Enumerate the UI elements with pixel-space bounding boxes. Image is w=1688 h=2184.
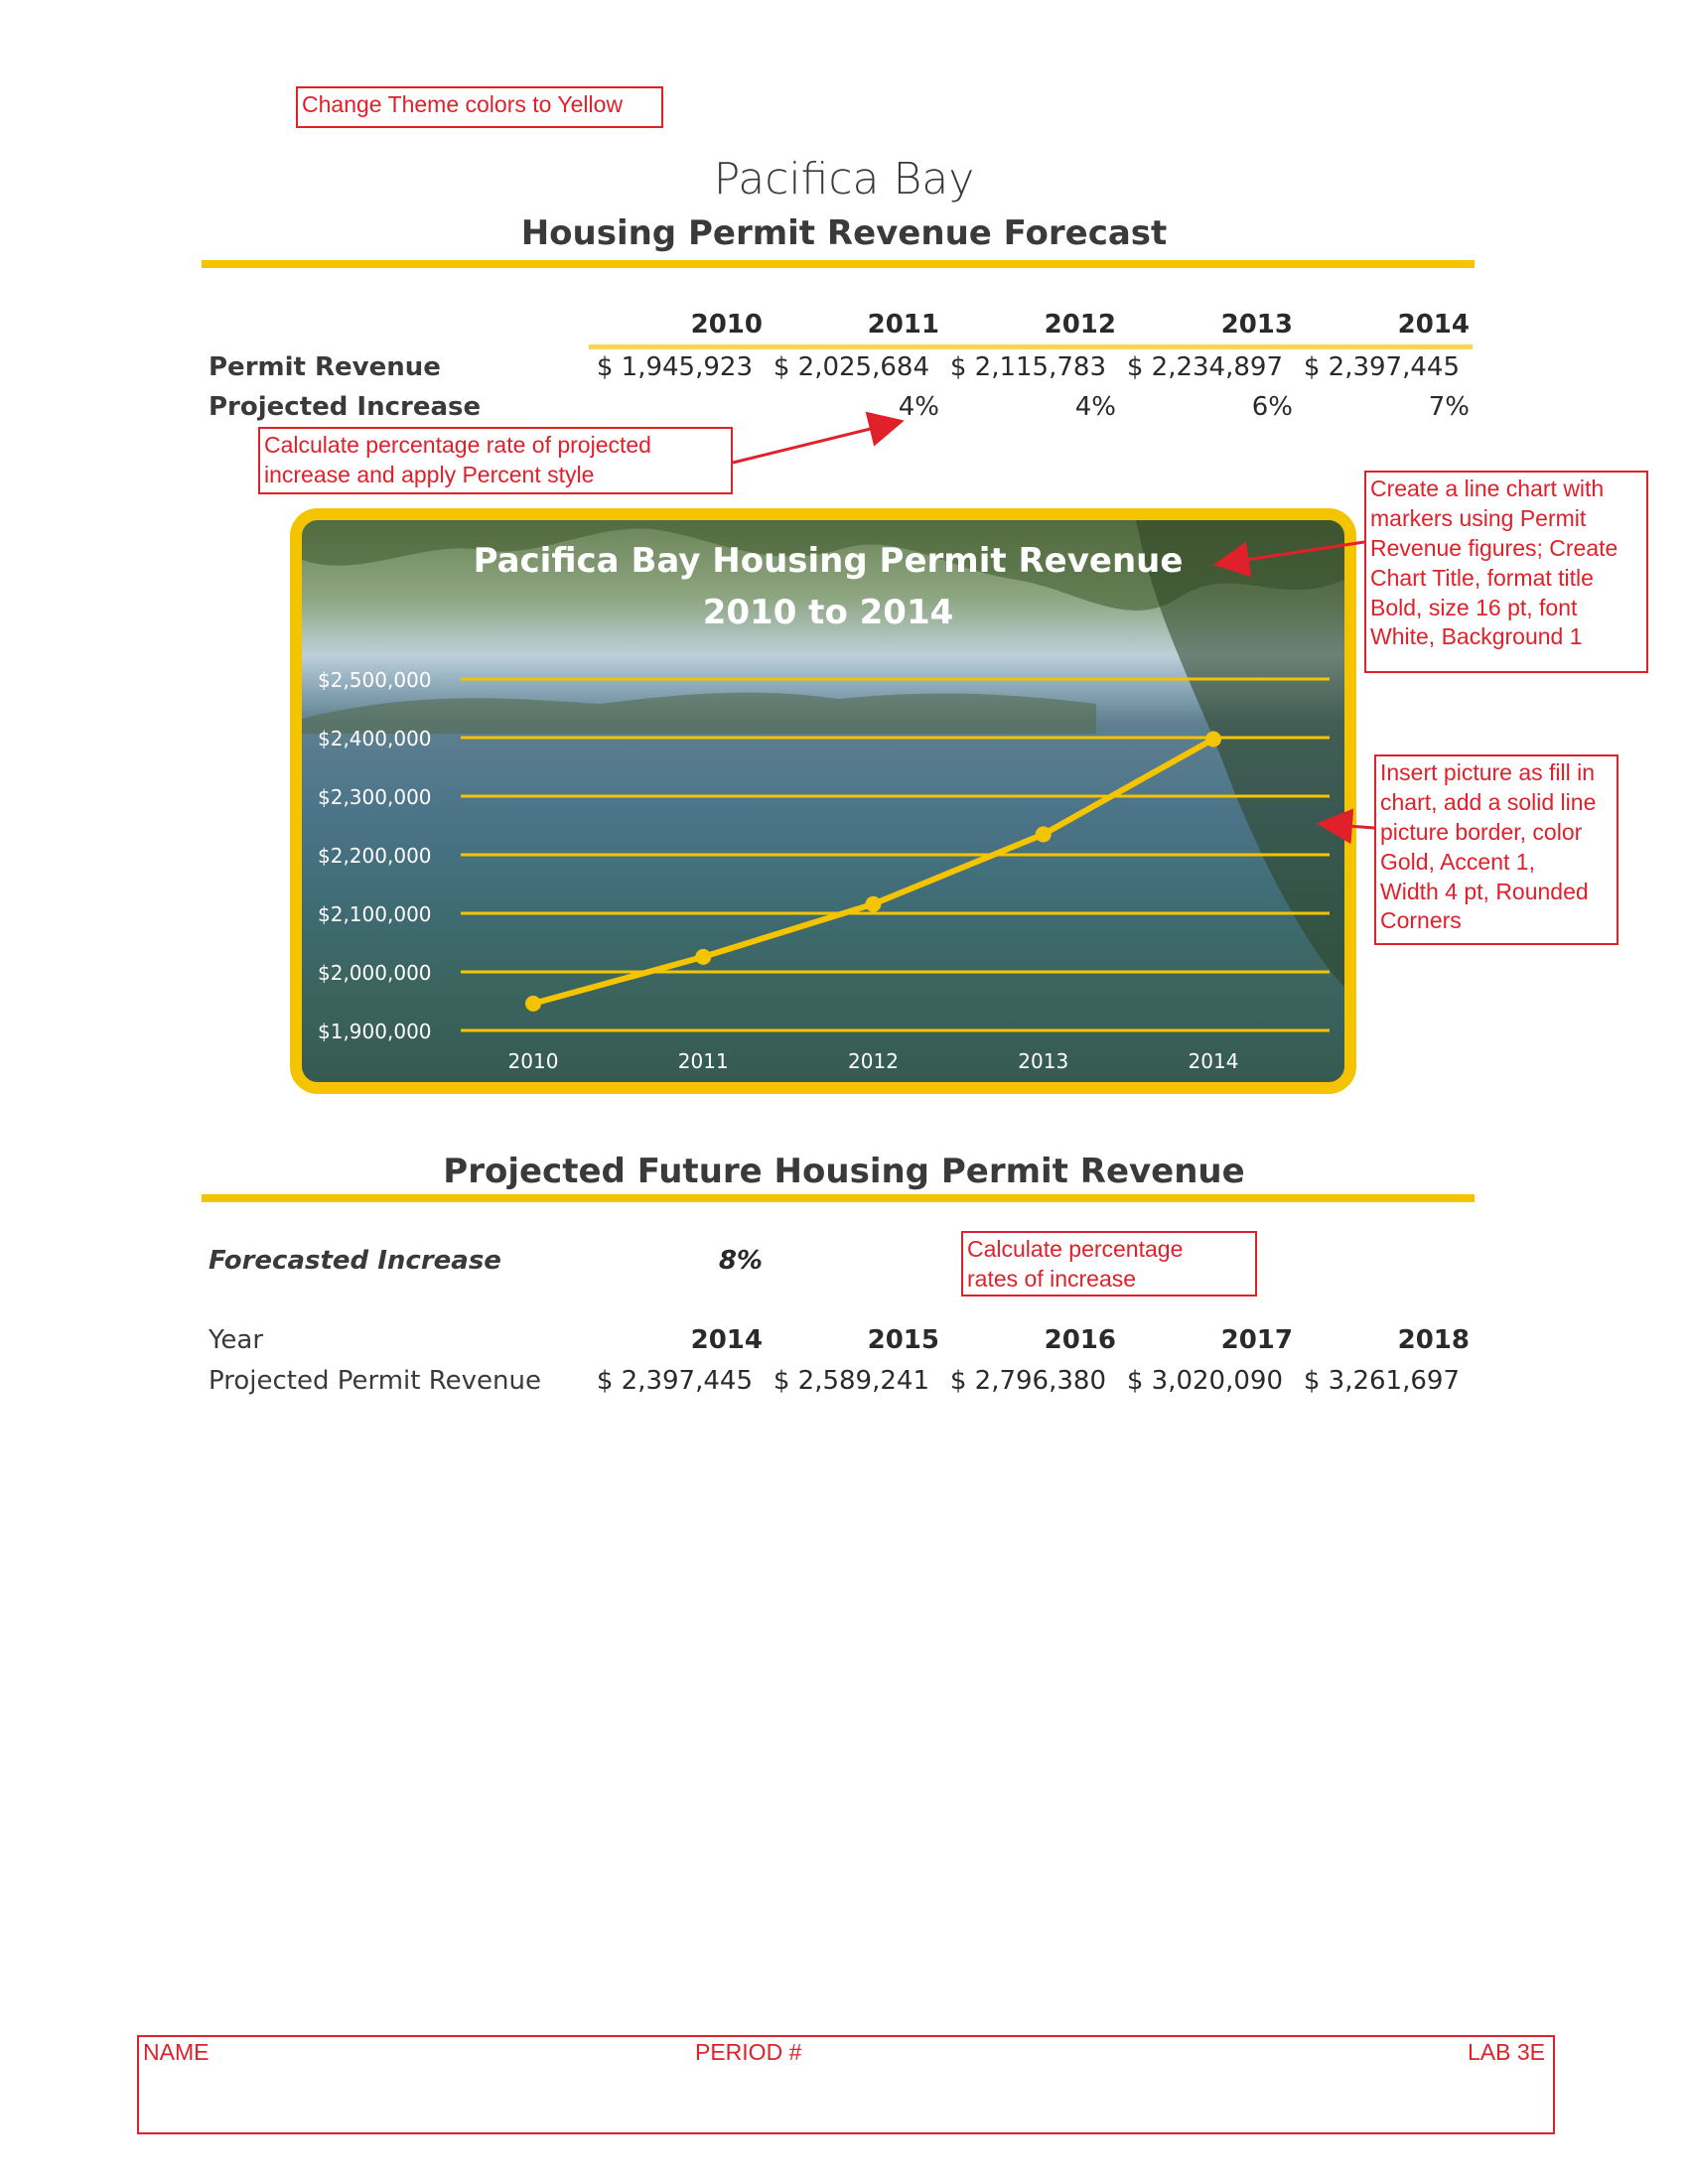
annotation-rates-increase bbox=[961, 1231, 1257, 1297]
annotation-text: markers using Permit bbox=[1370, 504, 1587, 531]
y-tick-label: $2,000,000 bbox=[318, 961, 432, 985]
projected-increase-value: 6% bbox=[1251, 392, 1293, 422]
chart-title: Pacifica Bay Housing Permit Revenue bbox=[473, 541, 1184, 581]
y-tick-label: $2,100,000 bbox=[318, 902, 432, 926]
year-header: 2011 bbox=[867, 310, 939, 340]
x-tick-label: 2014 bbox=[1188, 1049, 1239, 1073]
x-tick-label: 2012 bbox=[848, 1049, 899, 1073]
annotation-text: Width 4 pt, Rounded bbox=[1380, 878, 1589, 904]
year-header: 2014 bbox=[1397, 310, 1470, 340]
annotation-text: increase and apply Percent style bbox=[264, 461, 595, 487]
projected-increase-value: 7% bbox=[1428, 392, 1470, 422]
projection-year: 2016 bbox=[1044, 1325, 1116, 1355]
annotation-text: Corners bbox=[1380, 907, 1462, 934]
year-header: 2012 bbox=[1044, 310, 1116, 340]
arrow-to-chart-border bbox=[1323, 824, 1374, 828]
annotation-text: Insert picture as fill in bbox=[1380, 759, 1596, 785]
footer-lab: LAB 3E bbox=[1468, 2039, 1545, 2065]
y-tick-label: $2,200,000 bbox=[318, 844, 432, 868]
y-tick-label: $1,900,000 bbox=[318, 1020, 432, 1043]
permit-revenue-value: $ 1,945,923 bbox=[596, 352, 753, 382]
arrow-to-percent bbox=[733, 422, 899, 463]
y-tick-label: $2,500,000 bbox=[318, 668, 432, 692]
annotation-text: rates of increase bbox=[967, 1265, 1137, 1292]
annotation-text: Calculate percentage rate of projected bbox=[264, 432, 651, 458]
annotation-text: White, Background 1 bbox=[1370, 623, 1583, 650]
annotation-text: Chart Title, format title bbox=[1370, 564, 1594, 591]
forecast-increase-value: 8% bbox=[718, 1246, 763, 1276]
x-tick-label: 2010 bbox=[507, 1049, 559, 1073]
permit-revenue-label: Permit Revenue bbox=[209, 352, 441, 382]
footer-name: NAME bbox=[143, 2039, 210, 2065]
year-label: Year bbox=[209, 1325, 264, 1355]
y-tick-label: $2,300,000 bbox=[318, 785, 432, 809]
projection-year: 2015 bbox=[867, 1325, 939, 1355]
projection-title: Projected Future Housing Permit Revenue bbox=[443, 1152, 1245, 1191]
annotation-text: chart, add a solid line bbox=[1380, 788, 1597, 815]
permit-revenue-value: $ 2,115,783 bbox=[949, 352, 1106, 382]
chart-subtitle: 2010 to 2014 bbox=[702, 593, 954, 632]
projected-increase-label: Projected Increase bbox=[209, 392, 482, 422]
permit-revenue-value: $ 2,234,897 bbox=[1126, 352, 1283, 382]
projection-year: 2018 bbox=[1397, 1325, 1470, 1355]
y-tick-label: $2,400,000 bbox=[318, 727, 432, 751]
projected-revenue-value: $ 3,261,697 bbox=[1303, 1366, 1460, 1396]
annotation-text: Create a line chart with bbox=[1370, 476, 1605, 501]
projection-year: 2014 bbox=[690, 1325, 763, 1355]
year-header: 2013 bbox=[1220, 310, 1293, 340]
annotation-text: Change Theme colors to Yellow bbox=[302, 91, 624, 117]
annotation-text: Bold, size 16 pt, font bbox=[1370, 594, 1578, 620]
projected-revenue-value: $ 3,020,090 bbox=[1126, 1366, 1283, 1396]
projected-increase-value: 4% bbox=[898, 392, 939, 422]
projected-revenue-value: $ 2,397,445 bbox=[596, 1366, 753, 1396]
projected-revenue-label: Projected Permit Revenue bbox=[209, 1366, 541, 1396]
annotation-text: Gold, Accent 1, bbox=[1380, 848, 1535, 875]
x-tick-label: 2013 bbox=[1018, 1049, 1069, 1073]
permit-revenue-value: $ 2,397,445 bbox=[1303, 352, 1460, 382]
permit-revenue-value: $ 2,025,684 bbox=[773, 352, 929, 382]
footer-period: PERIOD # bbox=[695, 2039, 802, 2065]
projection-divider bbox=[202, 1194, 1475, 1202]
projected-revenue-value: $ 2,589,241 bbox=[773, 1366, 929, 1396]
projection-year: 2017 bbox=[1220, 1325, 1293, 1355]
annotation-text: picture border, color bbox=[1380, 818, 1583, 845]
annotation-text: Calculate percentage bbox=[967, 1236, 1184, 1262]
forecast-increase-label: Forecasted Increase bbox=[209, 1246, 501, 1276]
page-subtitle: Housing Permit Revenue Forecast bbox=[520, 213, 1168, 253]
x-tick-label: 2011 bbox=[677, 1049, 729, 1073]
projected-revenue-value: $ 2,796,380 bbox=[949, 1366, 1106, 1396]
page-title: Pacifica Bay bbox=[713, 154, 975, 205]
footer-box bbox=[137, 2035, 1555, 2134]
projected-increase-value: 4% bbox=[1074, 392, 1116, 422]
year-header: 2010 bbox=[690, 310, 763, 340]
annotation-text: Revenue figures; Create bbox=[1370, 534, 1618, 561]
arrow-to-chart-title bbox=[1219, 542, 1364, 564]
